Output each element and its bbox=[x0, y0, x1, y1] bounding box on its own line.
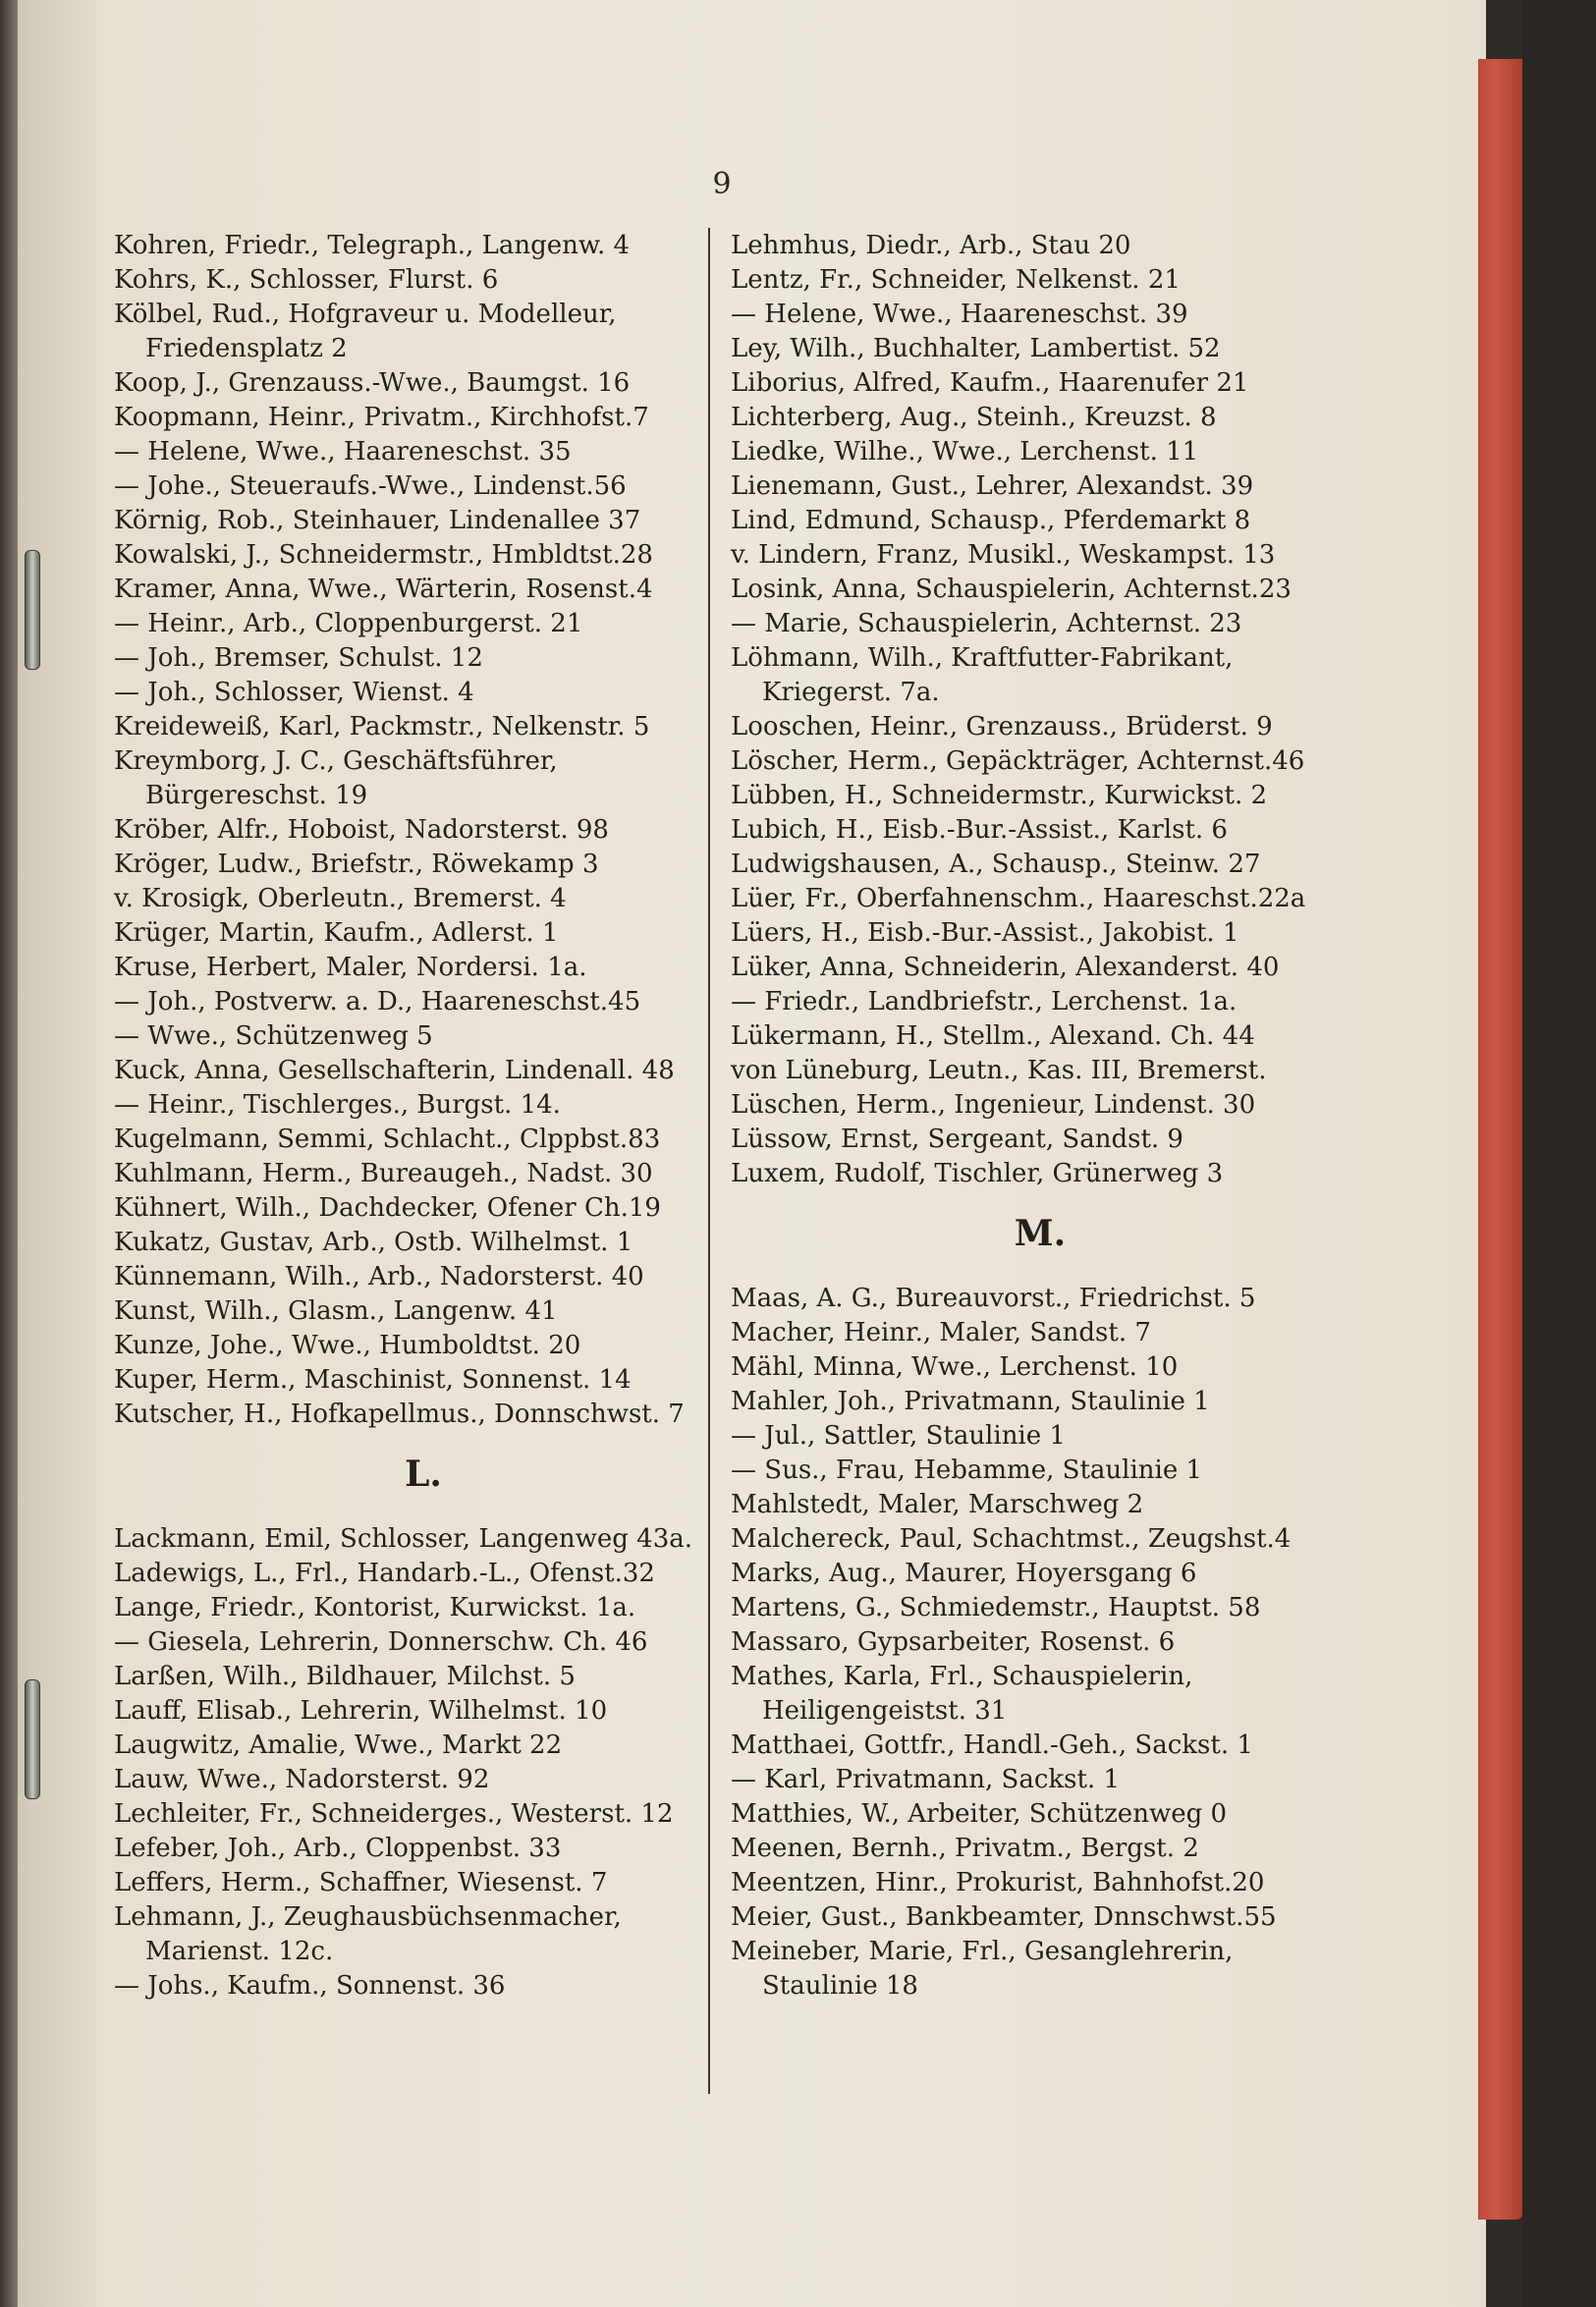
directory-entry: Kowalski, J., Schneidermstr., Hmbldtst.28 bbox=[114, 540, 653, 570]
directory-entry: Ladewigs, L., Frl., Handarb.-L., Ofenst.32 bbox=[114, 1559, 655, 1588]
directory-entry: Lehmhus, Diedr., Arb., Stau 20 bbox=[731, 231, 1131, 260]
directory-entry: Maas, A. G., Bureauvorst., Friedrichst. 5 bbox=[731, 1284, 1256, 1313]
page-number: 9 bbox=[712, 167, 732, 201]
directory-entry: Kunst, Wilh., Glasm., Langenw. 41 bbox=[114, 1296, 558, 1326]
directory-entry: Lükermann, H., Stellm., Alexand. Ch. 44 bbox=[731, 1021, 1255, 1051]
directory-entry: — Wwe., Schützenweg 5 bbox=[114, 1021, 433, 1051]
directory-entry: von Lüneburg, Leutn., Kas. III, Bremerst. bbox=[731, 1056, 1267, 1085]
directory-entry: Kutscher, H., Hofkapellmus., Donnschwst. 7 bbox=[114, 1400, 685, 1429]
directory-entry: Löscher, Herm., Gepäckträger, Achternst.46 bbox=[731, 746, 1305, 776]
directory-entry: Kölbel, Rud., Hofgraveur u. Modelleur, Friedensplatz 2 bbox=[114, 300, 617, 363]
directory-entry: Meentzen, Hinr., Prokurist, Bahnhofst.20 bbox=[731, 1868, 1265, 1897]
directory-entry: Mathes, Karla, Frl., Schauspielerin, Heiligengeistst. 31 bbox=[731, 1662, 1193, 1726]
directory-entry: Ley, Wilh., Buchhalter, Lambertist. 52 bbox=[731, 334, 1221, 363]
directory-entry: Mähl, Minna, Wwe., Lerchenst. 10 bbox=[731, 1352, 1179, 1382]
directory-entry: Lübben, H., Schneidermstr., Kurwickst. 2 bbox=[731, 781, 1268, 810]
directory-entry: — Giesela, Lehrerin, Donnerschw. Ch. 46 bbox=[114, 1627, 648, 1657]
directory-entry: Lüers, H., Eisb.-Bur.-Assist., Jakobist. 1 bbox=[731, 918, 1239, 948]
directory-entry: — Joh., Bremser, Schulst. 12 bbox=[114, 643, 483, 673]
directory-entry: Losink, Anna, Schauspielerin, Achternst.23 bbox=[731, 575, 1292, 604]
directory-entry: Mahlstedt, Maler, Marschweg 2 bbox=[731, 1490, 1144, 1519]
directory-entry: Kunze, Johe., Wwe., Humboldtst. 20 bbox=[114, 1331, 581, 1360]
directory-entry: Marks, Aug., Maurer, Hoyersgang 6 bbox=[731, 1559, 1197, 1588]
directory-entry: Kröber, Alfr., Hoboist, Nadorsterst. 98 bbox=[114, 815, 609, 845]
directory-entry: Meier, Gust., Bankbeamter, Dnnschwst.55 bbox=[731, 1902, 1277, 1932]
directory-entry: — Helene, Wwe., Haareneschst. 35 bbox=[114, 437, 572, 467]
directory-entry: — Joh., Schlosser, Wienst. 4 bbox=[114, 678, 474, 707]
directory-entry: Lackmann, Emil, Schlosser, Langenweg 43a. bbox=[114, 1524, 692, 1554]
directory-entry: v. Krosigk, Oberleutn., Bremerst. 4 bbox=[114, 884, 567, 913]
staple-top bbox=[25, 550, 40, 670]
directory-entry: Malchereck, Paul, Schachtmst., Zeugshst.4 bbox=[731, 1524, 1292, 1554]
directory-entry: Leffers, Herm., Schaffner, Wiesenst. 7 bbox=[114, 1868, 608, 1897]
directory-entry: Kukatz, Gustav, Arb., Ostb. Wilhelmst. 1 bbox=[114, 1228, 633, 1257]
directory-entry: Kuhlmann, Herm., Bureaugeh., Nadst. 30 bbox=[114, 1159, 653, 1188]
directory-entry: Luxem, Rudolf, Tischler, Grünerweg 3 bbox=[731, 1159, 1224, 1188]
directory-entry: Körnig, Rob., Steinhauer, Lindenallee 37 bbox=[114, 506, 641, 535]
directory-entry: v. Lindern, Franz, Musikl., Weskampst. 13 bbox=[731, 540, 1276, 570]
directory-entry: — Marie, Schauspielerin, Achternst. 23 bbox=[731, 609, 1242, 638]
directory-entry: — Heinr., Tischlerges., Burgst. 14. bbox=[114, 1090, 561, 1120]
directory-entry: Lichterberg, Aug., Steinh., Kreuzst. 8 bbox=[731, 403, 1217, 432]
directory-entry: Lüker, Anna, Schneiderin, Alexanderst. 40 bbox=[731, 953, 1280, 982]
directory-entry: Kuper, Herm., Maschinist, Sonnenst. 14 bbox=[114, 1365, 632, 1395]
directory-entry: Koopmann, Heinr., Privatm., Kirchhofst.7 bbox=[114, 403, 649, 432]
left-entries-l bbox=[114, 1522, 733, 2004]
directory-entry: — Sus., Frau, Hebamme, Staulinie 1 bbox=[731, 1456, 1203, 1485]
directory-entry: Kohrs, K., Schlosser, Flurst. 6 bbox=[114, 265, 499, 295]
letter-heading-l: L. bbox=[405, 1454, 442, 1495]
directory-entry: Matthies, W., Arbeiter, Schützenweg 0 bbox=[731, 1799, 1228, 1829]
left-column bbox=[114, 229, 733, 2004]
letter-heading-m: M. bbox=[1014, 1213, 1067, 1254]
left-entries-k bbox=[114, 229, 733, 1432]
directory-entry: Kühnert, Wilh., Dachdecker, Ofener Ch.19 bbox=[114, 1193, 661, 1223]
directory-entry: Lüschen, Herm., Ingenieur, Lindenst. 30 bbox=[731, 1090, 1256, 1120]
directory-entry: Lüssow, Ernst, Sergeant, Sandst. 9 bbox=[731, 1125, 1183, 1154]
directory-entry: Laugwitz, Amalie, Wwe., Markt 22 bbox=[114, 1730, 563, 1760]
background-right bbox=[1522, 0, 1596, 2307]
directory-entry: Kohren, Friedr., Telegraph., Langenw. 4 bbox=[114, 231, 631, 260]
directory-entry: Larßen, Wilh., Bildhauer, Milchst. 5 bbox=[114, 1662, 576, 1691]
directory-entry: Lechleiter, Fr., Schneiderges., Westerst. 12 bbox=[114, 1799, 674, 1829]
directory-entry: Lehmann, J., Zeughausbüchsenmacher, Marienst. 12c. bbox=[114, 1902, 622, 1966]
book-cover-edge bbox=[1478, 59, 1522, 2220]
directory-entry: Lind, Edmund, Schausp., Pferdemarkt 8 bbox=[731, 506, 1251, 535]
directory-entry: — Helene, Wwe., Haareneschst. 39 bbox=[731, 300, 1188, 329]
directory-entry: — Karl, Privatmann, Sackst. 1 bbox=[731, 1765, 1121, 1794]
directory-entry: Looschen, Heinr., Grenzauss., Brüderst. 9 bbox=[731, 712, 1273, 742]
directory-entry: — Johe., Steueraufs.-Wwe., Lindenst.56 bbox=[114, 471, 627, 501]
directory-entry: Massaro, Gypsarbeiter, Rosenst. 6 bbox=[731, 1627, 1176, 1657]
directory-entry: Löhmann, Wilh., Kraftfutter-Fabrikant, Kriegerst. 7a. bbox=[731, 643, 1234, 707]
directory-entry: Künnemann, Wilh., Arb., Nadorsterst. 40 bbox=[114, 1262, 644, 1291]
directory-entry: Kramer, Anna, Wwe., Wärterin, Rosenst.4 bbox=[114, 575, 653, 604]
directory-entry: Koop, J., Grenzauss.-Wwe., Baumgst. 16 bbox=[114, 368, 631, 398]
directory-entry: Lefeber, Joh., Arb., Cloppenbst. 33 bbox=[114, 1834, 562, 1863]
directory-entry: Lange, Friedr., Kontorist, Kurwickst. 1a. bbox=[114, 1593, 636, 1622]
directory-entry: — Joh., Postverw. a. D., Haareneschst.45 bbox=[114, 987, 641, 1016]
directory-entry: Ludwigshausen, A., Schausp., Steinw. 27 bbox=[731, 850, 1261, 879]
directory-entry: — Jul., Sattler, Staulinie 1 bbox=[731, 1421, 1066, 1451]
directory-entry: Kugelmann, Semmi, Schlacht., Clppbst.83 bbox=[114, 1125, 661, 1154]
directory-entry: Kreideweiß, Karl, Packmstr., Nelkenstr. 5 bbox=[114, 712, 650, 742]
directory-entry: Lauff, Elisab., Lehrerin, Wilhelmst. 10 bbox=[114, 1696, 608, 1726]
directory-entry: Lüer, Fr., Oberfahnenschm., Haareschst.22a bbox=[731, 884, 1306, 913]
directory-entry: Kruse, Herbert, Maler, Nordersi. 1a. bbox=[114, 953, 587, 982]
right-entries-l bbox=[731, 229, 1349, 1191]
directory-entry: Mahler, Joh., Privatmann, Staulinie 1 bbox=[731, 1387, 1210, 1416]
directory-entry: Lauw, Wwe., Nadorsterst. 92 bbox=[114, 1765, 490, 1794]
directory-entry: Kuck, Anna, Gesellschafterin, Lindenall. 48 bbox=[114, 1056, 675, 1085]
directory-entry: — Heinr., Arb., Cloppenburgerst. 21 bbox=[114, 609, 583, 638]
directory-entry: Liedke, Wilhe., Wwe., Lerchenst. 11 bbox=[731, 437, 1199, 467]
right-entries-m bbox=[731, 1282, 1349, 2004]
directory-entry: Meenen, Bernh., Privatm., Bergst. 2 bbox=[731, 1834, 1199, 1863]
directory-entry: Macher, Heinr., Maler, Sandst. 7 bbox=[731, 1318, 1151, 1347]
directory-entry: Matthaei, Gottfr., Handl.-Geh., Sackst. 1 bbox=[731, 1730, 1253, 1760]
staple-bottom bbox=[25, 1679, 40, 1799]
directory-entry: — Johs., Kaufm., Sonnenst. 36 bbox=[114, 1971, 506, 2001]
directory-entry: Lienemann, Gust., Lehrer, Alexandst. 39 bbox=[731, 471, 1254, 501]
directory-entry: — Friedr., Landbriefstr., Lerchenst. 1a. bbox=[731, 987, 1238, 1016]
directory-entry: Lentz, Fr., Schneider, Nelkenst. 21 bbox=[731, 265, 1181, 295]
right-column bbox=[731, 229, 1349, 2004]
directory-entry: Martens, G., Schmiedemstr., Hauptst. 58 bbox=[731, 1593, 1261, 1622]
directory-entry: Liborius, Alfred, Kaufm., Haarenufer 21 bbox=[731, 368, 1249, 398]
directory-entry: Kreymborg, J. C., Geschäftsführer, Bürgereschst. 19 bbox=[114, 746, 558, 810]
directory-entry: Krüger, Martin, Kaufm., Adlerst. 1 bbox=[114, 918, 559, 948]
directory-entry: Meineber, Marie, Frl., Gesanglehrerin, Staulinie 18 bbox=[731, 1937, 1234, 2001]
directory-entry: Kröger, Ludw., Briefstr., Röwekamp 3 bbox=[114, 850, 599, 879]
directory-entry: Lubich, H., Eisb.-Bur.-Assist., Karlst. 6 bbox=[731, 815, 1228, 845]
